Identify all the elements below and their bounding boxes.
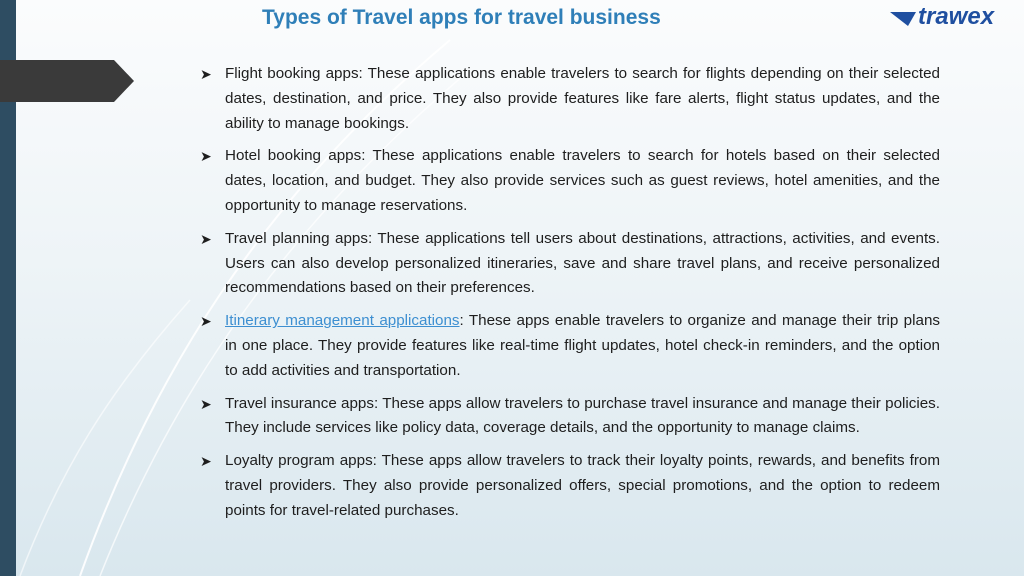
itinerary-management-link[interactable]: Itinerary management applications xyxy=(225,312,460,330)
arrow-bullet-icon: ➤ xyxy=(200,395,212,412)
arrow-tab-shape xyxy=(0,60,134,102)
list-item: ➤ Travel planning apps: These applications tell users about destinations, attractions, activities, and events. Users can also develop personalized itineraries, save and share travel plans, and receive personalized recommendations based on their preferences. xyxy=(200,227,940,301)
list-item: ➤ Itinerary management applications: These apps enable travelers to organize and manage their trip plans in one place. They provide features like real-time flight updates, hotel check-in reminders, and the option to add activities and transportation. xyxy=(200,309,940,383)
list-item: ➤ Flight booking apps: These applications enable travelers to search for flights depending on their selected dates, destination, and price. They also provide features like fare alerts, flight status updates, and the ability to manage bookings. xyxy=(200,62,940,136)
bullet-list xyxy=(200,62,940,532)
arrow-bullet-icon: ➤ xyxy=(200,230,212,247)
list-item: ➤ Travel insurance apps: These apps allow travelers to purchase travel insurance and manage their policies. They include services like policy data, coverage details, and the opportunity to manage claims. xyxy=(200,392,940,442)
svg-text:trawex: trawex xyxy=(918,3,995,30)
page-title: Types of Travel apps for travel business xyxy=(262,6,661,29)
arrow-bullet-icon: ➤ xyxy=(200,148,212,165)
arrow-bullet-icon: ➤ xyxy=(200,453,212,470)
trawex-logo xyxy=(886,0,1016,34)
arrow-bullet-icon: ➤ xyxy=(200,66,212,82)
arrow-bullet-icon: ➤ xyxy=(200,313,212,330)
list-item: ➤ Loyalty program apps: These apps allow travelers to track their loyalty points, rewards, and benefits from travel providers. They also provide personalized offers, special promotions, and the option to redeem points for travel-related purchases. xyxy=(200,449,940,523)
list-item: ➤ Hotel booking apps: These applications enable travelers to search for hotels based on their selected dates, location, and budget. They also provide services such as guest reviews, hotel amenities, and the opportunity to manage reservations. xyxy=(200,144,940,218)
